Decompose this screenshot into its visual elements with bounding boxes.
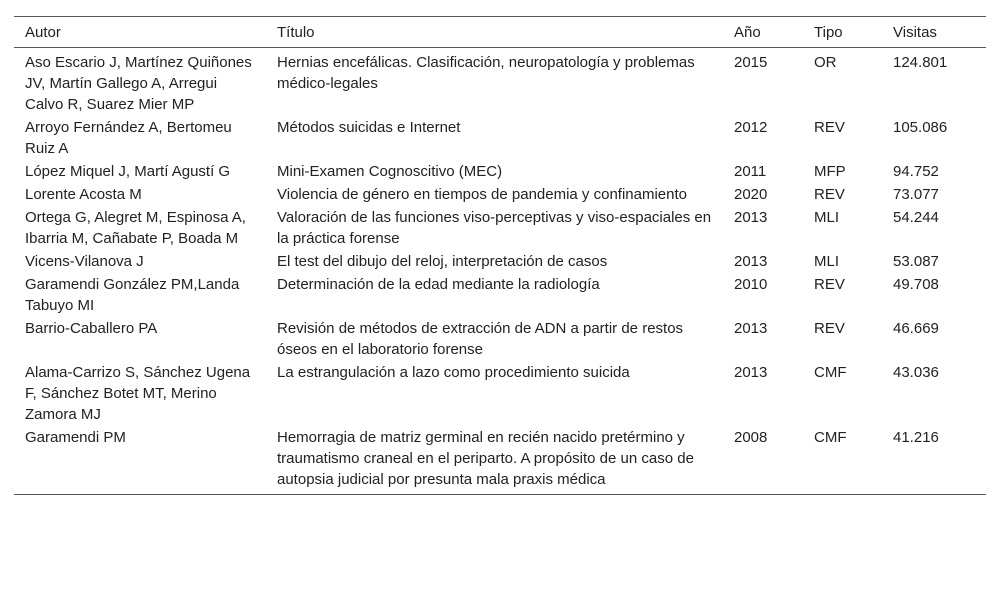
cell-tipo: CMF [803, 426, 882, 495]
cell-anio: 2010 [734, 276, 768, 293]
cell-autor: López Miquel J, Martí Agustí G [25, 163, 231, 180]
cell-titulo: Mini-Examen Cognoscitivo (MEC) [277, 163, 503, 180]
cell-anio: 2013 [734, 253, 768, 270]
table-row [14, 206, 986, 250]
articles-table [14, 16, 986, 495]
cell-visitas: 49.708 [893, 276, 939, 293]
table-row [14, 183, 986, 206]
cell-titulo: El test del dibujo del reloj, interpretación de casos [277, 253, 608, 270]
cell-visitas: 94.752 [893, 163, 939, 180]
cell-titulo: Violencia de género en tiempos de pandemia y confinamiento [277, 186, 687, 203]
header-titulo: Título [266, 17, 723, 48]
cell-titulo: La estrangulación a lazo como procedimiento suicida [277, 364, 630, 381]
cell-tipo: REV [814, 320, 845, 337]
cell-autor: Alama-Carrizo S, Sánchez Ugena F, Sánchez Botet MT, Merino Zamora MJ [25, 364, 251, 423]
cell-visitas: 124.801 [893, 54, 948, 71]
cell-tipo: MFP [814, 163, 846, 180]
cell-tipo: CMF [814, 364, 847, 381]
cell-autor: Ortega G, Alegret M, Espinosa A, Ibarria M, Cañabate P, Boada M [25, 209, 246, 247]
table-row [14, 361, 986, 426]
cell-titulo: Hemorragia de matriz germinal en recién nacido pretérmino y traumatismo craneal en el periparto. A propósito de un caso de autopsia judicial por presunta mala praxis médica [266, 426, 723, 495]
cell-titulo: Revisión de métodos de extracción de ADN a partir de restos óseos en el laboratorio forense [277, 320, 684, 358]
cell-anio: 2020 [734, 186, 768, 203]
cell-visitas: 73.077 [893, 186, 939, 203]
table-body [14, 48, 986, 495]
cell-anio: 2013 [734, 209, 768, 226]
cell-autor: Garamendi PM [14, 426, 266, 495]
cell-autor: Arroyo Fernández A, Bertomeu Ruiz A [25, 119, 232, 157]
header-tipo: Tipo [803, 17, 882, 48]
cell-titulo: Valoración de las funciones viso-perceptivas y viso-espaciales en la práctica forense [277, 209, 712, 247]
table-row [14, 317, 986, 361]
cell-tipo: REV [814, 119, 845, 136]
cell-autor: Garamendi González PM,Landa Tabuyo MI [25, 276, 240, 314]
cell-visitas: 54.244 [893, 209, 939, 226]
cell-tipo: MLI [814, 253, 840, 270]
table-row [14, 273, 986, 317]
cell-titulo: Métodos suicidas e Internet [277, 119, 461, 136]
cell-tipo: REV [814, 186, 845, 203]
cell-autor: Aso Escario J, Martínez Quiñones JV, Martín Gallego A, Arregui Calvo R, Suarez Mier MP [25, 54, 252, 113]
cell-autor: Lorente Acosta M [25, 186, 142, 203]
table-row [14, 116, 986, 160]
cell-anio: 2012 [734, 119, 768, 136]
cell-visitas: 43.036 [893, 364, 939, 381]
table-row [14, 426, 986, 495]
table-row [14, 250, 986, 273]
cell-tipo: OR [814, 54, 837, 71]
table-header-row [14, 17, 986, 48]
cell-titulo: Hernias encefálicas. Clasificación, neuropatología y problemas médico-legales [277, 54, 695, 92]
cell-tipo: MLI [814, 209, 840, 226]
cell-titulo: Determinación de la edad mediante la radiología [277, 276, 600, 293]
header-visitas: Visitas [882, 17, 986, 48]
cell-visitas: 105.086 [893, 119, 948, 136]
cell-visitas: 46.669 [893, 320, 939, 337]
cell-autor: Vicens-Vilanova J [25, 253, 144, 270]
cell-anio: 2011 [734, 163, 767, 180]
table-row [14, 48, 986, 117]
cell-anio: 2013 [734, 320, 768, 337]
articles-table-container [14, 16, 986, 495]
table-row [14, 160, 986, 183]
cell-anio: 2015 [734, 54, 768, 71]
cell-tipo: REV [814, 276, 845, 293]
cell-anio: 2013 [734, 364, 768, 381]
cell-visitas: 41.216 [882, 426, 986, 495]
header-anio: Año [723, 17, 803, 48]
header-autor: Autor [14, 17, 266, 48]
cell-visitas: 53.087 [893, 253, 939, 270]
cell-autor: Barrio-Caballero PA [25, 320, 158, 337]
cell-anio: 2008 [723, 426, 803, 495]
